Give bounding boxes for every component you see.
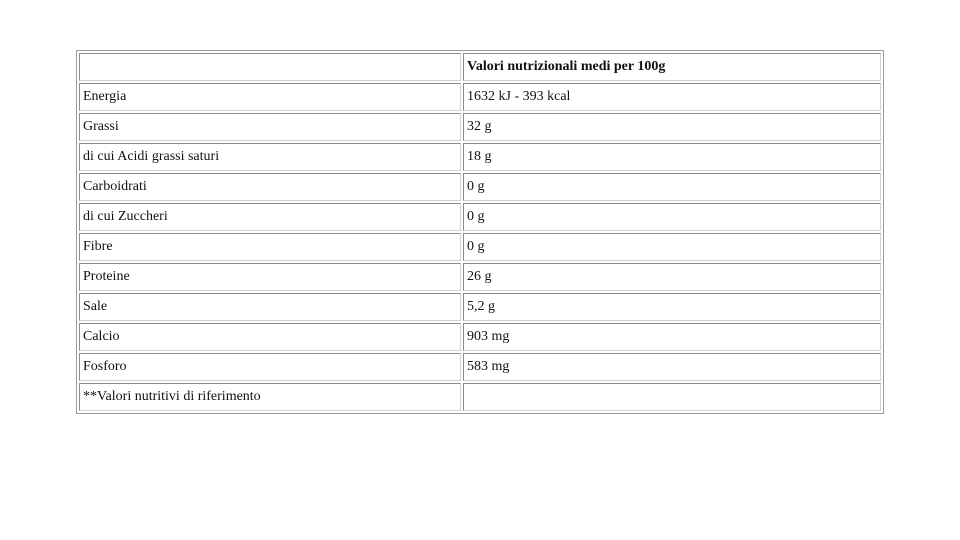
nutrition-table <box>77 51 883 413</box>
nutrient-value: 32 g <box>463 113 881 141</box>
nutrient-name: di cui Acidi grassi saturi <box>79 143 461 171</box>
nutrient-value: 903 mg <box>463 323 881 351</box>
nutrient-value: 26 g <box>463 263 881 291</box>
nutrient-name: Energia <box>79 83 461 111</box>
nutrient-name: di cui Zuccheri <box>79 203 461 231</box>
nutrient-value: 0 g <box>463 173 881 201</box>
nutrient-name: Proteine <box>79 263 461 291</box>
nutrient-value: 5,2 g <box>463 293 881 321</box>
table-row <box>79 173 881 201</box>
header-value-cell: Valori nutrizionali medi per 100g <box>463 53 881 81</box>
table-header-row <box>79 53 881 81</box>
table-row <box>79 113 881 141</box>
footnote-text: **Valori nutritivi di riferimento <box>79 383 461 411</box>
nutrient-value: 18 g <box>463 143 881 171</box>
nutrient-name: Sale <box>79 293 461 321</box>
table-row <box>79 233 881 261</box>
nutrient-name: Grassi <box>79 113 461 141</box>
table-row <box>79 143 881 171</box>
nutrient-name: Calcio <box>79 323 461 351</box>
nutrient-value: 583 mg <box>463 353 881 381</box>
footnote-value <box>463 383 881 411</box>
nutrient-name: Carboidrati <box>79 173 461 201</box>
nutrient-value: 1632 kJ - 393 kcal <box>463 83 881 111</box>
nutrient-value: 0 g <box>463 203 881 231</box>
table-row <box>79 83 881 111</box>
table-footnote-row <box>79 383 881 411</box>
table-row <box>79 323 881 351</box>
table-row <box>79 263 881 291</box>
header-label-cell <box>79 53 461 81</box>
nutrient-name: Fibre <box>79 233 461 261</box>
nutrient-name: Fosforo <box>79 353 461 381</box>
table-row <box>79 203 881 231</box>
table-row <box>79 353 881 381</box>
nutrition-table-frame <box>76 50 884 414</box>
nutrient-value: 0 g <box>463 233 881 261</box>
table-row <box>79 293 881 321</box>
